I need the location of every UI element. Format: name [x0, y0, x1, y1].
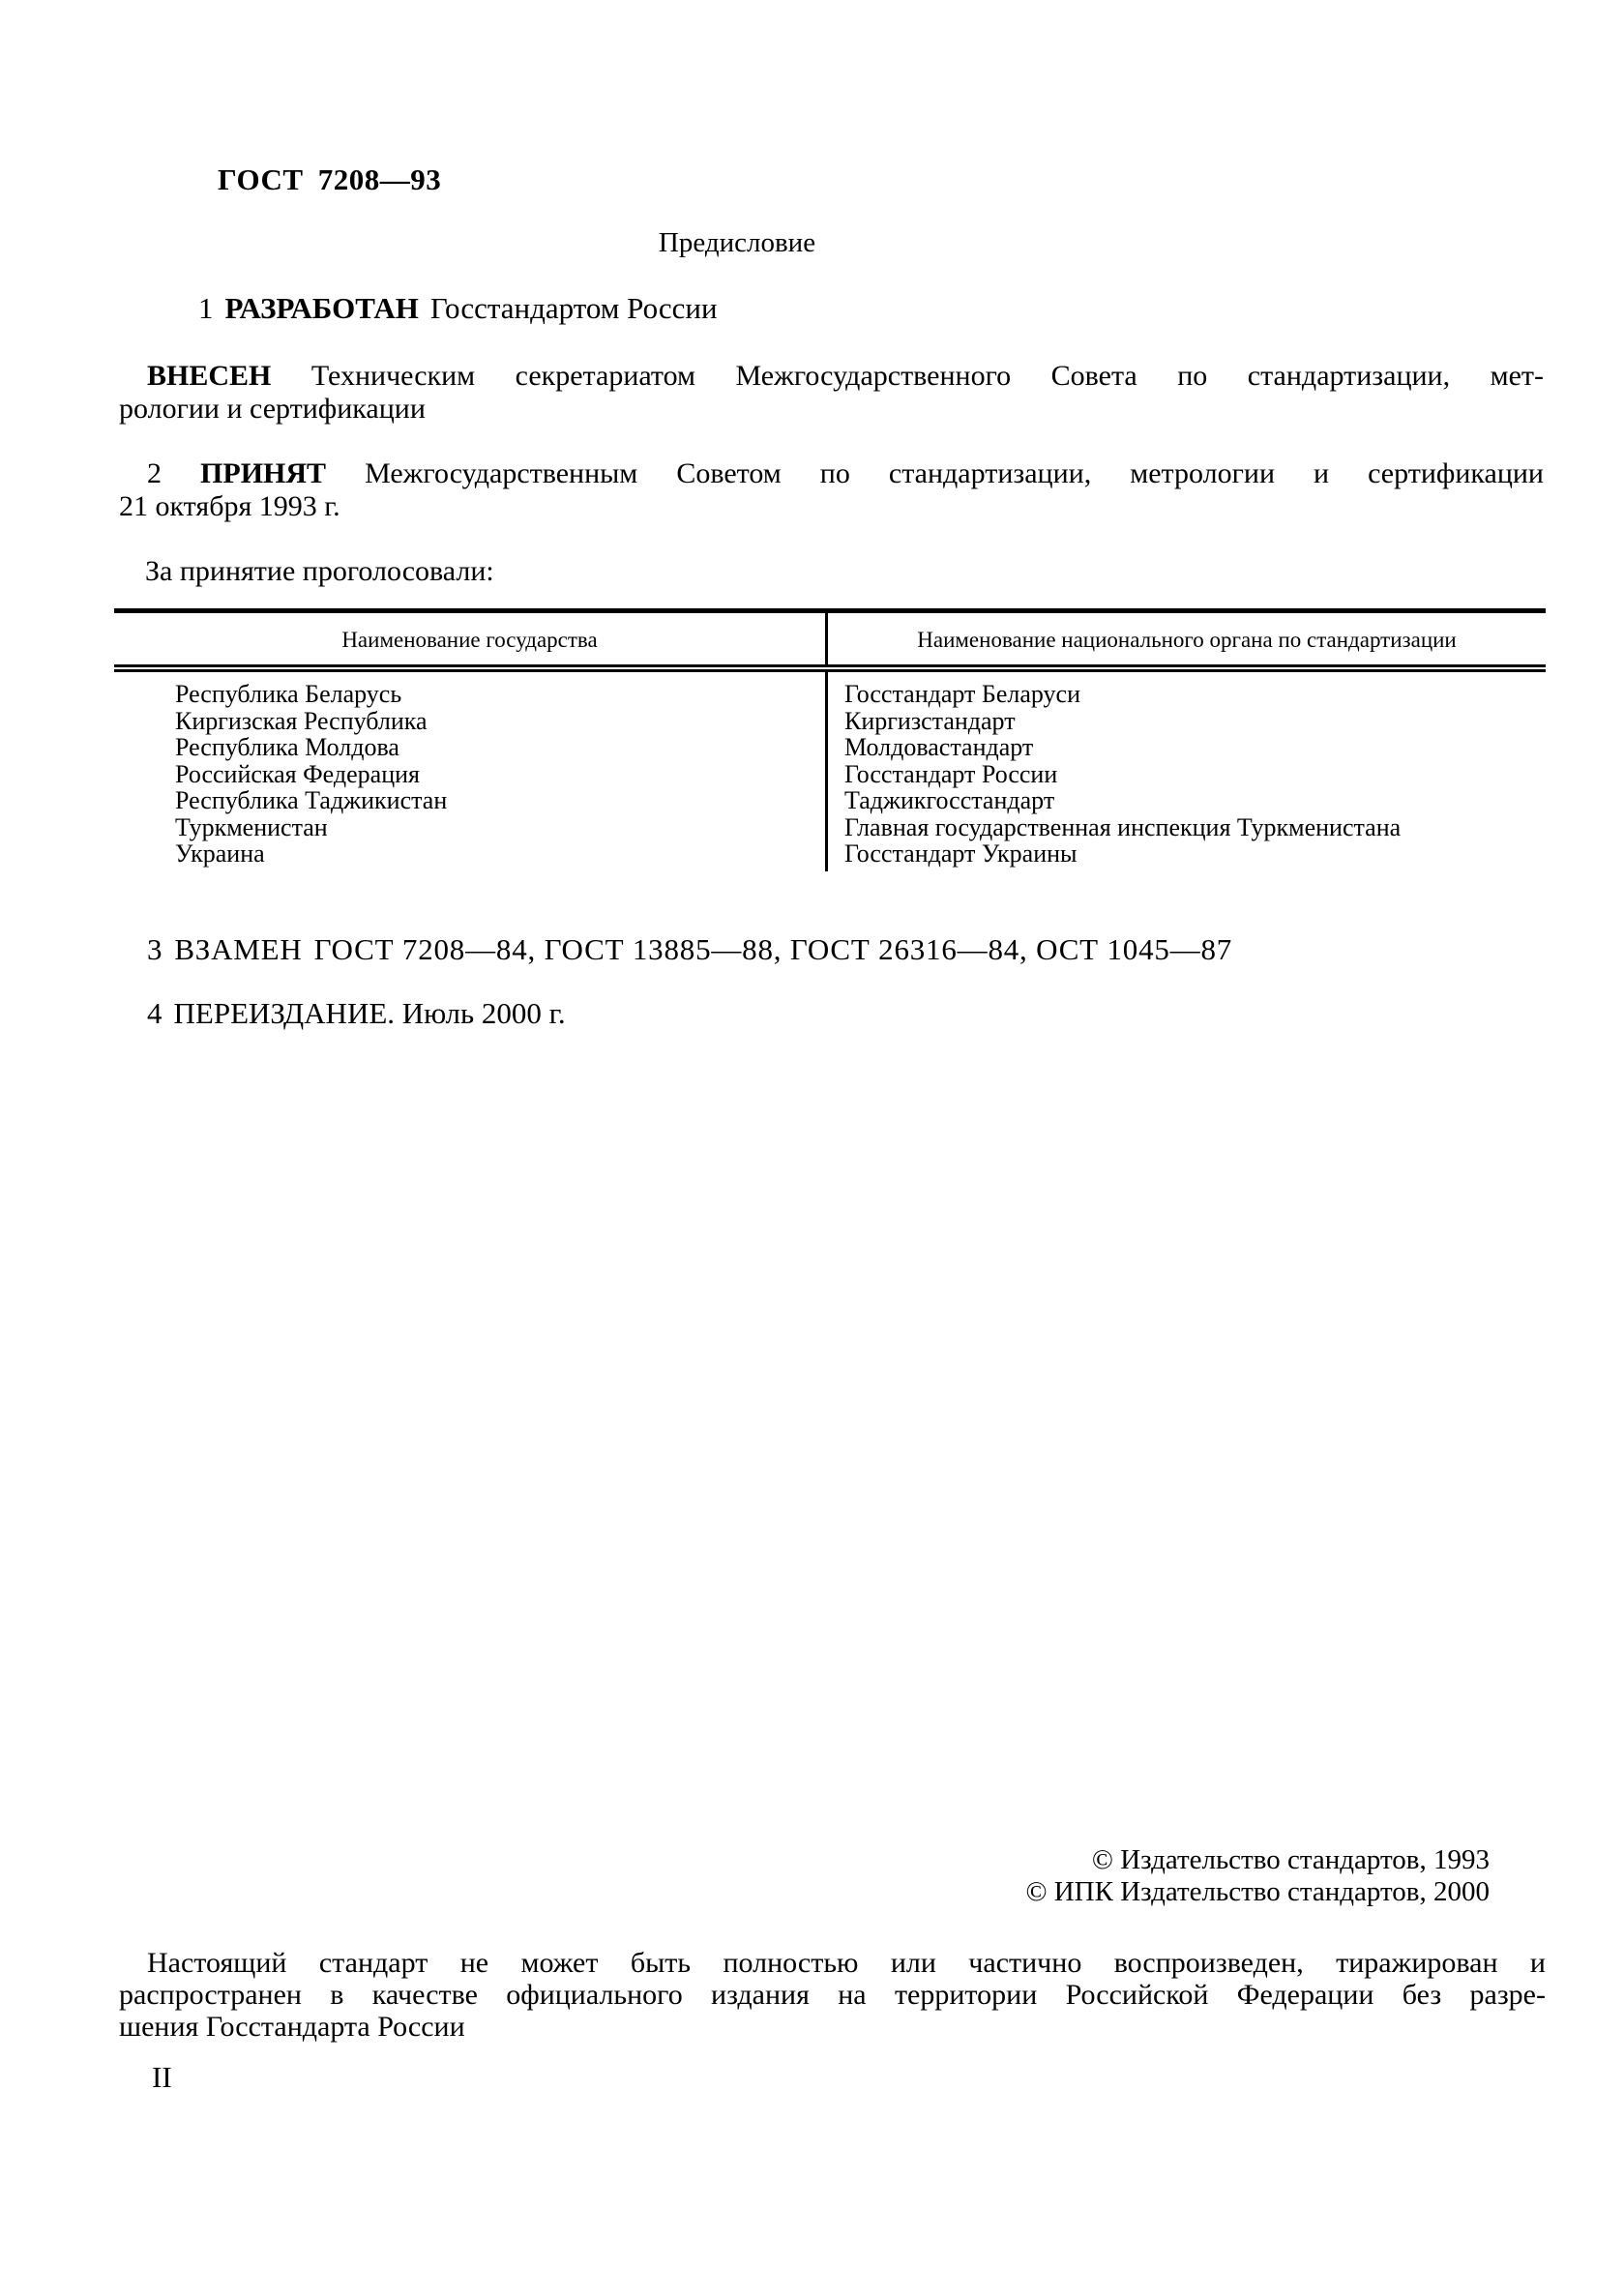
clause-accepted — [119, 457, 1544, 523]
clause-accepted-line2: 21 октября 1993 г. — [119, 490, 340, 522]
cell-country: Украина — [175, 839, 265, 868]
cell-country: Республика Таджикистан — [175, 786, 448, 814]
cell-country: Республика Молдова — [175, 733, 399, 761]
copyright-line-2000: © ИПК Издательство стандартов, 2000 — [1025, 1876, 1490, 1907]
clause-text: ПЕРЕИЗДАНИЕ. Июль 2000 г. — [173, 996, 566, 1030]
vote-table-body — [114, 672, 1546, 871]
table-row — [114, 814, 1546, 841]
clause-keyword: ВЗАМЕН — [174, 932, 303, 966]
reproduction-note — [119, 1947, 1546, 2043]
clause-text: Техническим секретариатом Межгосударственного Совета по стандартизации, мет- — [310, 360, 1544, 392]
vote-table-header-row — [114, 613, 1546, 672]
cell-org: Главная государственная инспекция Туркменистана — [825, 814, 1546, 841]
table-row — [114, 761, 1546, 788]
table-row — [114, 708, 1546, 735]
vote-table — [114, 608, 1546, 871]
table-row — [114, 734, 1546, 761]
clause-keyword: ВНЕСЕН — [147, 360, 272, 392]
clause-text: Межгосударственным Советом по стандартизации, метрологии и сертификации — [365, 457, 1544, 489]
reproduction-note-line2: распространен в качестве официального издания на территории Российской Федерации без разре- — [119, 1979, 1546, 2011]
clause-superseded — [147, 932, 1232, 967]
table-row — [114, 840, 1546, 871]
cell-country: Киргизская Республика — [175, 706, 428, 735]
header-cell-org: Наименование национального органа по стандартизации — [825, 613, 1546, 664]
clause-text: ГОСТ 7208—84, ГОСТ 13885—88, ГОСТ 26316—84, ОСТ 1045—87 — [313, 932, 1233, 966]
cell-org: Киргизстандарт — [825, 708, 1546, 735]
clause-number: 1 — [198, 291, 214, 325]
cell-org: Госстандарт Беларуси — [825, 672, 1546, 708]
clause-number: 2 — [147, 457, 162, 489]
clause-submitted-line1 — [119, 360, 1544, 393]
clause-accepted-line1 — [119, 457, 1544, 490]
table-row — [114, 787, 1546, 814]
cell-country: Российская Федерация — [175, 759, 420, 788]
clause-number: 3 — [147, 932, 163, 966]
cell-country: Туркменистан — [175, 812, 328, 841]
reproduction-note-line3: шения Госстандарта России — [119, 2011, 465, 2043]
page-number: II — [152, 2060, 172, 2094]
preface-title: Предисловие — [658, 227, 816, 258]
copyright-line-1993: © Издательство стандартов, 1993 — [1091, 1844, 1490, 1875]
standard-designation: ГОСТ 7208—93 — [218, 162, 442, 196]
clause-developed — [198, 291, 718, 326]
clause-text: Госстандартом России — [429, 291, 718, 325]
cell-org: Молдовастандарт — [825, 734, 1546, 761]
reproduction-note-line1: Настоящий стандарт не может быть полностью или частично воспроизведен, тиражирован и — [147, 1947, 1546, 1979]
clause-keyword: ПРИНЯТ — [200, 457, 327, 489]
cell-org: Госстандарт Украины — [825, 840, 1546, 871]
clause-submitted-line2: рологии и сертификации — [119, 393, 426, 425]
vote-intro: За принятие проголосовали: — [145, 555, 494, 587]
table-row — [114, 672, 1546, 708]
cell-org: Госстандарт России — [825, 761, 1546, 788]
clause-keyword: РАЗРАБОТАН — [224, 291, 419, 325]
clause-number: 4 — [147, 996, 162, 1030]
cell-country: Республика Беларусь — [175, 680, 402, 708]
header-cell-country: Наименование государства — [341, 628, 598, 652]
clause-submitted — [119, 360, 1544, 426]
cell-org: Таджикгосстандарт — [825, 787, 1546, 814]
clause-reissue — [147, 996, 566, 1031]
copyright-block — [1025, 1844, 1490, 1908]
